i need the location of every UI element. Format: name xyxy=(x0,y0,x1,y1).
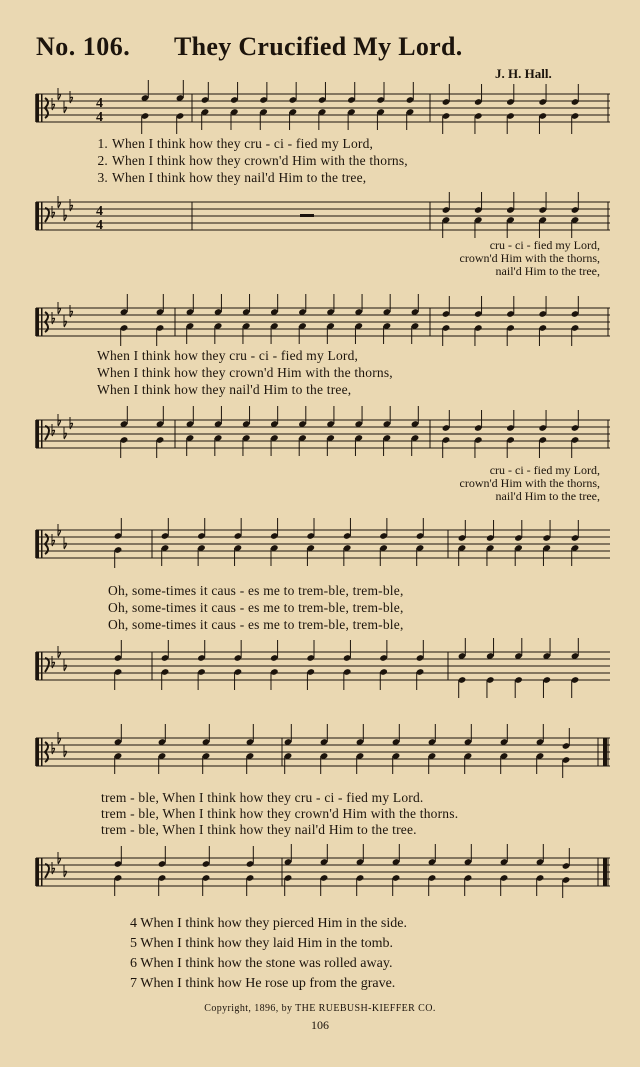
bass-lyric-line: nail'd Him to the tree, xyxy=(495,489,600,503)
stanza-line: 4 When I think how they pierced Him in the side. xyxy=(130,916,407,931)
clef-bar xyxy=(41,308,43,336)
bass-lyric-line: crown'd Him with the thorns, xyxy=(459,476,600,490)
lyric-line: 1. When I think how they cru - ci - fied my Lord, xyxy=(97,136,374,151)
clef-curl xyxy=(45,426,49,440)
lyric-line: trem - ble, When I think how they cru - ci - fied my Lord. xyxy=(101,790,424,805)
clef-bar xyxy=(36,738,39,766)
clef-bar xyxy=(41,530,43,558)
composer-credit: J. H. Hall. xyxy=(495,66,552,81)
clef-curl xyxy=(45,208,49,222)
bass-lyric-line: cru - ci - fied my Lord, xyxy=(489,463,600,477)
lyric-line: trem - ble, When I think how they crown'd Him with the thorns. xyxy=(101,806,459,821)
title-row xyxy=(36,32,616,68)
clef-curl xyxy=(45,864,49,878)
lyric-line: When I think how they nail'd Him to the tree, xyxy=(97,382,352,397)
copyright-notice: Copyright, 1896, by THE RUEBUSH-KIEFFER CO. xyxy=(204,1003,436,1014)
clef-bar xyxy=(36,202,39,230)
time-signature-top: 4 xyxy=(96,204,103,219)
time-signature-bottom: 4 xyxy=(96,218,103,233)
lyric-line: 3. When I think how they nail'd Him to the tree, xyxy=(97,170,367,185)
rest-mark xyxy=(300,214,314,217)
lyric-line: When I think how they cru - ci - fied my Lord, xyxy=(97,348,359,363)
lyric-line: Oh, some-times it caus - es me to trem-ble, trem-ble, xyxy=(108,617,404,632)
lyric-line: 2. When I think how they crown'd Him with the thorns, xyxy=(97,153,408,168)
clef-bar xyxy=(36,858,39,886)
clef-bar xyxy=(41,202,43,230)
page-number: 106 xyxy=(311,1018,329,1032)
stanza-line: 5 When I think how they laid Him in the tomb. xyxy=(130,936,393,951)
clef-curl xyxy=(45,658,49,672)
clef-bar xyxy=(36,94,39,122)
lyric-line: Oh, some-times it caus - es me to trem-ble, trem-ble, xyxy=(108,583,404,598)
clef-bar xyxy=(41,738,43,766)
clef-bar xyxy=(41,858,43,886)
time-signature-bottom: 4 xyxy=(96,110,103,125)
time-signature-top: 4 xyxy=(96,96,103,111)
stanza-line: 6 When I think how the stone was rolled away. xyxy=(130,956,393,971)
clef-bar xyxy=(36,308,39,336)
hymn-title: They Crucified My Lord. xyxy=(174,32,463,61)
clef-bar xyxy=(36,420,39,448)
hymn-number: No. 106. xyxy=(36,32,131,61)
lyric-line: trem - ble, When I think how they nail'd Him to the tree. xyxy=(101,822,417,837)
final-barline xyxy=(603,738,607,766)
bass-lyric-line: nail'd Him to the tree, xyxy=(495,264,600,278)
lyric-line: When I think how they crown'd Him with the thorns, xyxy=(97,365,393,380)
clef-bar xyxy=(41,420,43,448)
final-barline xyxy=(603,858,607,886)
additional-stanzas xyxy=(130,914,407,994)
bass-lyric-line: cru - ci - fied my Lord, xyxy=(489,238,600,252)
clef-bar xyxy=(41,94,43,122)
stanza-line: 7 When I think how He rose up from the grave. xyxy=(130,976,396,991)
clef-bar xyxy=(41,652,43,680)
clef-bar xyxy=(36,530,39,558)
bass-lyric-line: crown'd Him with the thorns, xyxy=(459,251,600,265)
lyric-line: Oh, some-times it caus - es me to trem-ble, trem-ble, xyxy=(108,600,404,615)
clef-bar xyxy=(36,652,39,680)
